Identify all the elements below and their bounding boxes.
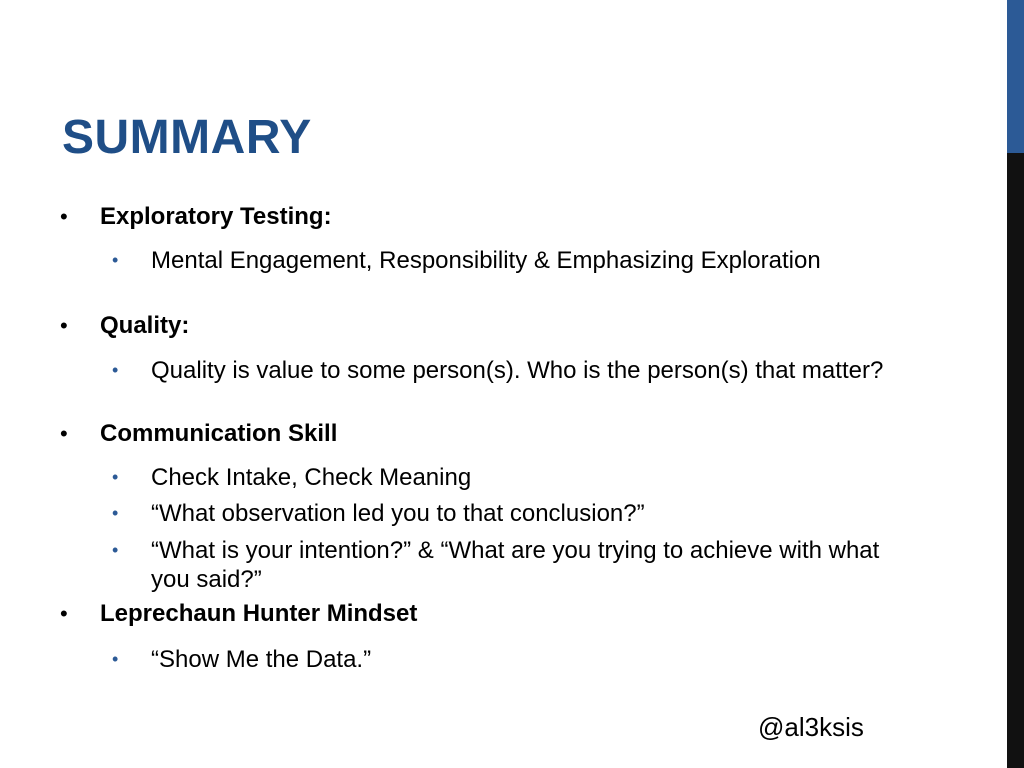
sub-bullet-icon: • <box>112 503 119 523</box>
author-handle: @al3ksis <box>758 712 864 742</box>
section-heading: Communication Skill <box>100 420 338 447</box>
list-item: “Show Me the Data.” <box>151 646 372 673</box>
list-item: Check Intake, Check Meaning <box>151 464 472 491</box>
bullet-icon: • <box>60 204 68 229</box>
sub-bullet-icon: • <box>112 250 119 270</box>
sub-bullet-icon: • <box>112 540 119 560</box>
list-item: “What observation led you to that conclusion?” <box>151 500 645 527</box>
sub-bullet-icon: • <box>112 649 119 669</box>
slide-title: SUMMARY <box>62 111 312 164</box>
sub-bullet-icon: • <box>112 467 119 487</box>
sub-bullet-icon: • <box>112 360 119 380</box>
list-item: Mental Engagement, Responsibility & Emphasizing Exploration <box>151 247 821 274</box>
list-item: Quality is value to some person(s). Who is the person(s) that matter? <box>151 357 884 384</box>
bullet-icon: • <box>60 421 68 446</box>
bullet-icon: • <box>60 313 68 338</box>
accent-bar-top <box>1007 0 1024 153</box>
section-heading: Quality: <box>100 312 190 339</box>
list-item: “What is your intention?” & “What are you trying to achieve with what you said?” <box>151 537 880 593</box>
section-heading: Exploratory Testing: <box>100 203 332 230</box>
accent-bar-bottom <box>1007 153 1024 768</box>
bullet-icon: • <box>60 601 68 626</box>
section-heading: Leprechaun Hunter Mindset <box>100 600 418 627</box>
